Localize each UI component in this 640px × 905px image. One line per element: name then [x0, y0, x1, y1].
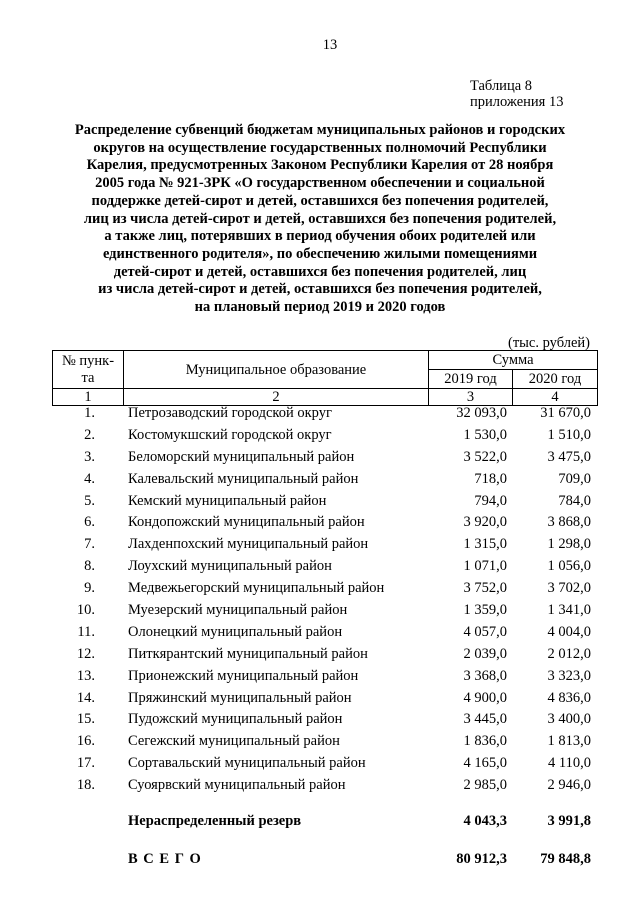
table-header	[52, 350, 598, 406]
row-number: 15.	[76, 711, 95, 728]
row-number: 6.	[84, 514, 95, 531]
row-number: 1.	[84, 405, 95, 421]
table-row	[52, 622, 597, 644]
value-2020: 1 813,0	[547, 733, 591, 750]
row-number: 5.	[84, 492, 95, 509]
municipality-name: Сегежский муниципальный район	[128, 733, 340, 750]
column-number-2: 2	[124, 389, 429, 406]
title-line: на плановый период 2019 и 2020 годов	[194, 299, 446, 316]
value-2020: 4 836,0	[547, 689, 591, 706]
unit-label: (тыс. рублей)	[508, 335, 590, 351]
total-2020-value: 79 848,8	[540, 851, 591, 867]
value-2019: 3 752,0	[463, 580, 507, 597]
table-row	[52, 644, 597, 666]
row-number: 8.	[84, 558, 95, 575]
reserve-2019-value: 4 043,3	[463, 813, 507, 829]
reserve-2020-value: 3 991,8	[547, 813, 591, 829]
municipality-name: Лоухский муниципальный район	[128, 558, 332, 575]
municipality-name: Костомукшский городской округ	[128, 426, 332, 443]
municipality-name: Беломорский муниципальный район	[128, 448, 355, 465]
value-2019: 1 530,0	[463, 426, 507, 443]
reserve-label: Нераспределенный резерв	[128, 813, 302, 829]
value-2019: 4 165,0	[463, 755, 507, 772]
title-line: из числа детей-сирот и детей, оставшихся без попечения родителей,	[98, 281, 542, 298]
title-line: Распределение субвенций бюджетам муниципальных районов и городских	[74, 122, 566, 138]
value-2020: 1 298,0	[547, 536, 591, 553]
municipality-name: Кондопожский муниципальный район	[128, 514, 365, 531]
value-2020: 2 946,0	[547, 777, 591, 794]
value-2020: 3 702,0	[547, 580, 591, 597]
title-line: а также лиц, потерявших в период обучения обоих родителей или	[104, 228, 536, 245]
municipality-name: Сортавальский муниципальный район	[128, 755, 366, 772]
total-2019-value: 80 912,3	[456, 851, 507, 867]
row-number: 4.	[84, 470, 95, 487]
municipality-name: Медвежьегорский муниципальный район	[128, 580, 385, 597]
value-2019: 4 057,0	[463, 623, 507, 640]
row-number: 13.	[76, 667, 95, 684]
value-2019: 794,0	[474, 492, 507, 509]
municipality-name: Пряжинский муниципальный район	[128, 689, 352, 706]
header-municipality-cell: Муниципальное образование	[124, 351, 429, 389]
table-label-line-2: приложения 13	[470, 94, 564, 110]
value-2020: 3 400,0	[547, 711, 591, 728]
value-2019: 2 039,0	[463, 645, 507, 662]
municipality-name: Кемский муниципальный район	[128, 492, 327, 509]
municipality-name: Суоярвский муниципальный район	[128, 777, 346, 794]
value-2019: 1 836,0	[463, 733, 507, 750]
value-2019: 2 985,0	[463, 777, 507, 794]
value-2020: 4 110,0	[548, 755, 591, 772]
title-line: лиц из числа детей-сирот и детей, оставшихся без попечения родителей,	[83, 210, 557, 227]
header-year-2019-cell: 2019 год	[429, 370, 513, 389]
municipality-name: Пудожский муниципальный район	[128, 711, 343, 728]
title-line: округов на осуществление государственных полномочий Республики	[93, 139, 547, 156]
total-row	[52, 848, 597, 870]
value-2019: 1 315,0	[463, 536, 507, 553]
table-row	[52, 578, 597, 600]
total-label: В С Е Г О	[128, 851, 202, 867]
table-row	[52, 425, 597, 447]
table-row	[52, 688, 597, 710]
value-2019: 718,0	[474, 470, 507, 487]
value-2020: 784,0	[558, 492, 591, 509]
municipality-name: Питкярантский муниципальный район	[128, 645, 368, 662]
row-number: 3.	[84, 448, 95, 465]
value-2020: 4 004,0	[547, 623, 591, 640]
row-number: 9.	[84, 580, 95, 597]
municipality-name: Прионежский муниципальный район	[128, 667, 359, 684]
value-2019: 3 920,0	[463, 514, 507, 531]
table-row	[52, 775, 597, 797]
value-2020: 3 475,0	[547, 448, 591, 465]
value-2019: 32 093,0	[456, 405, 507, 421]
header-sum-cell: Сумма	[429, 351, 598, 370]
row-number: 14.	[76, 689, 95, 706]
municipality-name: Петрозаводский городской округ	[128, 405, 332, 421]
row-number: 16.	[76, 733, 95, 750]
value-2020: 1 341,0	[547, 602, 591, 619]
municipality-name: Лахденпохский муниципальный район	[128, 536, 369, 553]
table-row	[52, 666, 597, 688]
table-row	[52, 600, 597, 622]
table-row	[52, 447, 597, 469]
reserve-row	[52, 810, 597, 832]
column-number-3: 3	[429, 389, 513, 406]
page-number: 13	[322, 37, 338, 53]
row-number: 2.	[84, 426, 95, 443]
table-label	[470, 78, 620, 110]
title-line: 2005 года № 921-ЗРК «О государственном обеспечении и социальной	[95, 175, 545, 192]
row-number: 10.	[76, 602, 95, 619]
value-2019: 3 445,0	[463, 711, 507, 728]
row-number: 11.	[77, 623, 95, 640]
value-2019: 3 368,0	[463, 667, 507, 684]
municipality-name: Калевальский муниципальный район	[128, 470, 359, 487]
title-line: поддержке детей-сирот и детей, оставшихся без попечения родителей,	[91, 192, 549, 209]
row-number: 17.	[76, 755, 95, 772]
value-2019: 3 522,0	[463, 448, 507, 465]
value-2020: 31 670,0	[540, 405, 591, 421]
table-row	[52, 556, 597, 578]
value-2020: 2 012,0	[547, 645, 591, 662]
table-row	[52, 709, 597, 731]
value-2019: 1 071,0	[463, 558, 507, 575]
value-2020: 709,0	[558, 470, 591, 487]
column-number-1: 1	[53, 389, 124, 406]
value-2020: 1 510,0	[547, 426, 591, 443]
value-2019: 1 359,0	[463, 602, 507, 619]
table-label-line-1: Таблица 8	[470, 78, 533, 94]
table-row	[52, 491, 597, 513]
value-2020: 3 323,0	[547, 667, 591, 684]
header-number-line-1: № пунк-	[61, 352, 115, 369]
table-row	[52, 753, 597, 775]
header-number-cell	[53, 351, 124, 389]
table-row	[52, 403, 597, 425]
value-2020: 3 868,0	[547, 514, 591, 531]
value-2020: 1 056,0	[547, 558, 591, 575]
row-number: 12.	[76, 645, 95, 662]
title-line: Карелия, предусмотренных Законом Республики Карелия от 28 ноября	[86, 157, 554, 174]
header-number-line-2: та	[81, 369, 95, 386]
title-line: единственного родителя», по обеспечению жилыми помещениями	[102, 245, 538, 262]
municipality-name: Муезерский муниципальный район	[128, 602, 348, 619]
table-row	[52, 731, 597, 753]
row-number: 7.	[84, 536, 95, 553]
document-title	[0, 122, 640, 317]
table-body	[52, 403, 597, 797]
column-number-4: 4	[513, 389, 598, 406]
row-number: 18.	[76, 777, 95, 794]
value-2019: 4 900,0	[463, 689, 507, 706]
municipality-name: Олонецкий муниципальный район	[128, 623, 343, 640]
table-row	[52, 469, 597, 491]
table-row	[52, 512, 597, 534]
header-year-2020-cell: 2020 год	[513, 370, 598, 389]
table-row	[52, 534, 597, 556]
title-line: детей-сирот и детей, оставшихся без попечения родителей, лиц	[113, 263, 527, 280]
